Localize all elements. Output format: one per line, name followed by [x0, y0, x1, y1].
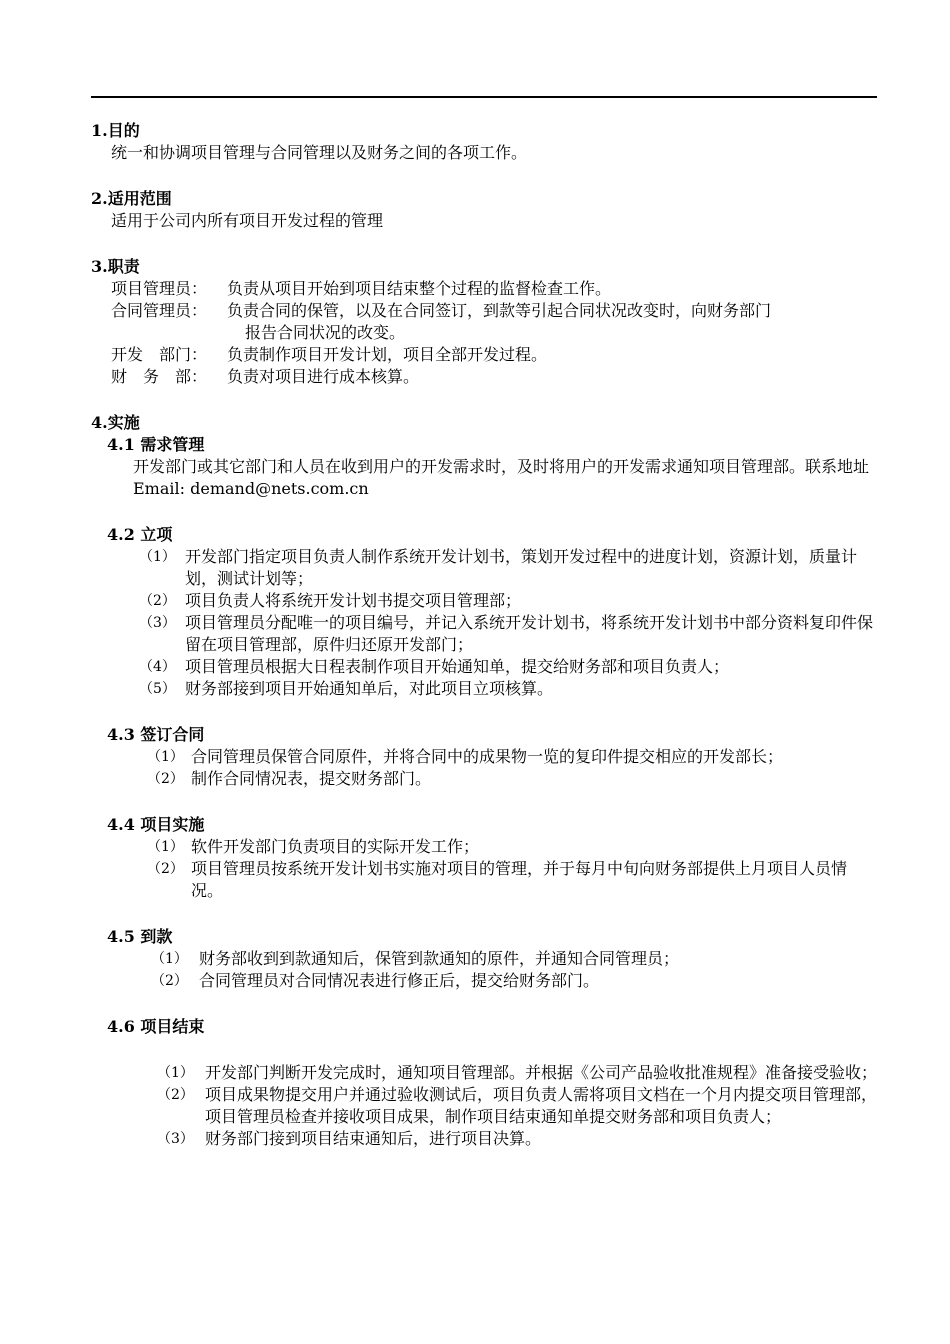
list-number: （2）	[147, 771, 184, 787]
section-2-title: 2.适用范围	[91, 189, 172, 208]
list-number: （1）	[147, 839, 184, 855]
role-dev-dept	[91, 344, 877, 366]
role-text: 负责对项目进行成本核算。	[227, 367, 420, 386]
list-item	[91, 836, 877, 858]
section-4-1-title: 4.1 需求管理	[107, 435, 205, 454]
section-4-3-title: 4.3 签订合同	[107, 725, 205, 744]
role-label: 开发 部门：	[111, 345, 208, 364]
list-number: （3）	[157, 1131, 194, 1147]
list-text: 项目管理员分配唯一的项目编号，并记入系统开发计划书，将系统开发计划书中部分资料复印件保留在项目管理部，原件归还原开发部门；	[185, 613, 874, 654]
section-3-title: 3.职责	[91, 257, 140, 276]
list-text: 开发部门判断开发完成时，通知项目管理部。并根据《公司产品验收批准规程》准备接受验收；	[205, 1063, 878, 1082]
list-text: 项目成果物提交用户并通过验收测试后，项目负责人需将项目文档在一个月内提交项目管理部，项目管理员检查并接收项目成果，制作项目结束通知单提交财务部和项目负责人；	[205, 1085, 878, 1126]
section-4-3-list	[91, 746, 877, 790]
role-text: 负责从项目开始到项目结束整个过程的监督检查工作。	[227, 279, 612, 298]
list-item	[91, 612, 877, 656]
list-number: （1）	[147, 749, 184, 765]
list-item	[91, 678, 877, 700]
section-4-5-title: 4.5 到款	[107, 927, 173, 946]
list-text: 合同管理员对合同情况表进行修正后，提交给财务部门。	[199, 971, 600, 990]
list-number: （3）	[139, 615, 176, 631]
list-text: 合同管理员保管合同原件，并将合同中的成果物一览的复印件提交相应的开发部长；	[191, 747, 784, 766]
list-item	[91, 768, 877, 790]
role-text-cont: 报告合同状况的改变。	[245, 323, 406, 342]
list-text: 财务部收到到款通知后，保管到款通知的原件，并通知合同管理员；	[199, 949, 680, 968]
list-item	[91, 590, 877, 612]
list-number: （1）	[157, 1065, 194, 1081]
list-number: （2）	[157, 1087, 194, 1103]
list-text: 项目负责人将系统开发计划书提交项目管理部；	[185, 591, 522, 610]
list-text: 软件开发部门负责项目的实际开发工作；	[191, 837, 480, 856]
list-number: （2）	[147, 861, 184, 877]
section-4-2-title: 4.2 立项	[107, 525, 173, 544]
list-item	[91, 970, 877, 992]
list-text: 财务部接到项目开始通知单后，对此项目立项核算。	[185, 679, 554, 698]
list-text: 项目管理员根据大日程表制作项目开始通知单，提交给财务部和项目负责人；	[185, 657, 730, 676]
list-number: （5）	[139, 681, 176, 697]
list-item	[91, 1128, 877, 1150]
list-text: 财务部门接到项目结束通知后，进行项目决算。	[205, 1129, 542, 1148]
role-label: 合同管理员：	[111, 301, 208, 320]
role-contract-manager	[91, 300, 877, 344]
list-item	[91, 948, 877, 970]
role-label: 项目管理员：	[111, 279, 208, 298]
section-4-4-title: 4.4 项目实施	[107, 815, 205, 834]
list-number: （2）	[151, 973, 188, 989]
list-text: 项目管理员按系统开发计划书实施对项目的管理，并于每月中旬向财务部提供上月项目人员情况。	[191, 859, 848, 900]
list-number: （2）	[139, 593, 176, 609]
list-text: 制作合同情况表，提交财务部门。	[191, 769, 432, 788]
list-item	[91, 1084, 877, 1128]
list-item	[91, 746, 877, 768]
role-project-manager	[91, 278, 877, 300]
document-body	[91, 120, 877, 1150]
list-number: （1）	[139, 549, 176, 565]
role-finance	[91, 366, 877, 388]
section-4-6-list	[91, 1062, 877, 1150]
section-1-body: 统一和协调项目管理与合同管理以及财务之间的各项工作。	[111, 143, 528, 162]
role-label: 财 务 部：	[111, 367, 208, 386]
section-4-6-title: 4.6 项目结束	[107, 1017, 205, 1036]
section-4-2-list	[91, 546, 877, 700]
role-text: 负责合同的保管，以及在合同签订，到款等引起合同状况改变时，向财务部门	[227, 301, 772, 320]
list-item	[91, 858, 877, 902]
list-number: （4）	[139, 659, 176, 675]
list-text: 开发部门指定项目负责人制作系统开发计划书，策划开发过程中的进度计划，资源计划，质量计划，测试计划等；	[185, 547, 858, 588]
section-1-title: 1.目的	[91, 121, 140, 140]
section-2-body: 适用于公司内所有项目开发过程的管理	[111, 211, 384, 230]
section-4-5-list	[91, 948, 877, 992]
header-rule	[91, 96, 877, 98]
section-4-title: 4.实施	[91, 413, 140, 432]
list-item	[91, 1062, 877, 1084]
role-text: 负责制作项目开发计划，项目全部开发过程。	[227, 345, 548, 364]
list-item	[91, 656, 877, 678]
section-4-4-list	[91, 836, 877, 902]
section-4-1-body: 开发部门或其它部门和人员在收到用户的开发需求时，及时将用户的开发需求通知项目管理部。联系地址 Email: demand@nets.com.cn	[133, 457, 870, 498]
list-item	[91, 546, 877, 590]
list-number: （1）	[151, 951, 188, 967]
